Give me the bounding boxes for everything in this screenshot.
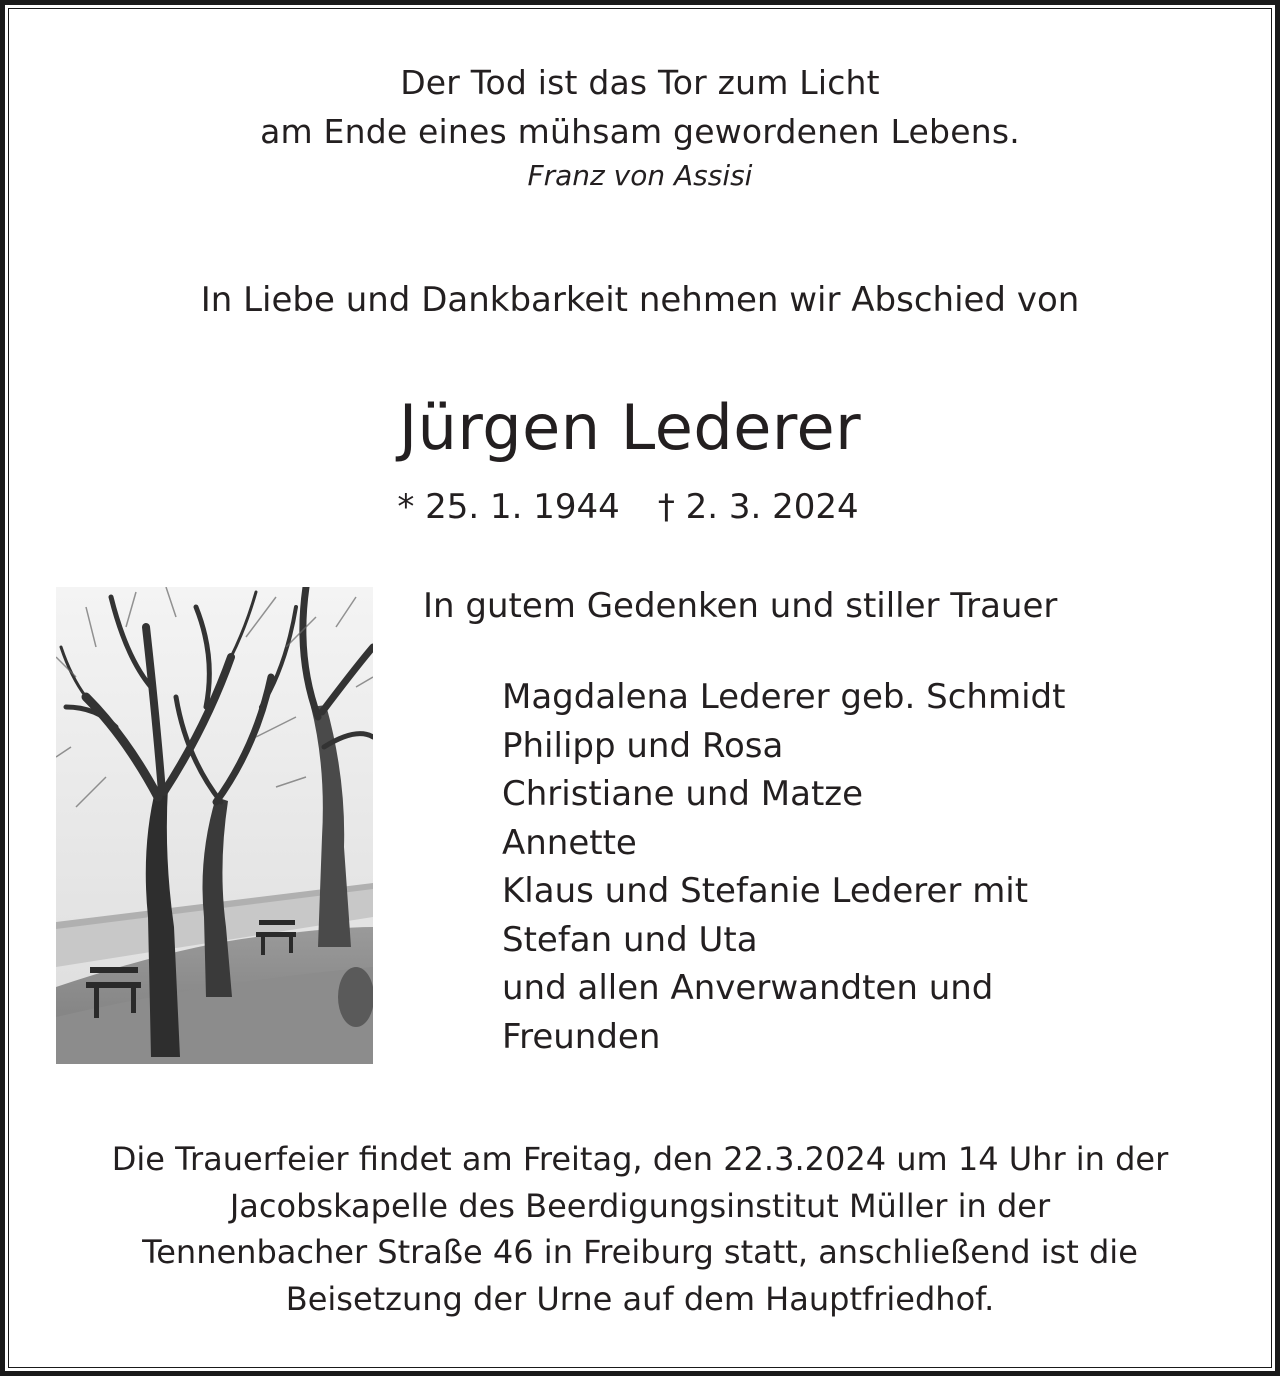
birth-date: * 25. 1. 1944 bbox=[397, 487, 620, 527]
deceased-name: Jürgen Lederer bbox=[398, 391, 862, 464]
mourner-item: Magdalena Lederer geb. Schmidt bbox=[502, 677, 1066, 717]
ceremony-line-4: Beisetzung der Urne auf dem Hauptfriedhof. bbox=[285, 1279, 995, 1318]
ceremony-info bbox=[0, 1136, 1280, 1322]
mourner-item: Stefan und Uta bbox=[502, 919, 758, 960]
trees-photo-icon bbox=[56, 587, 373, 1064]
death-date: † 2. 3. 2024 bbox=[657, 487, 859, 527]
ceremony-line-1: Die Trauerfeier findet am Freitag, den 22.3.2024 um 14 Uhr in der bbox=[111, 1140, 1169, 1178]
mourners-list bbox=[502, 673, 1065, 1061]
mourner-item: Annette bbox=[502, 822, 637, 863]
ceremony-line-2: Jacobskapelle des Beerdigungsinstitut Müller in der bbox=[229, 1186, 1051, 1225]
intro-text: In Liebe und Dankbarkeit nehmen wir Abschied von bbox=[200, 280, 1080, 320]
mourner-item: Christiane und Matze bbox=[502, 774, 864, 814]
quote-author: Franz von Assisi bbox=[527, 159, 753, 192]
mourner-item: Philipp und Rosa bbox=[502, 725, 784, 766]
mourner-item: Freunden bbox=[502, 1016, 661, 1057]
life-dates bbox=[0, 482, 1268, 532]
ceremony-line-3: Tennenbacher Straße 46 in Freiburg statt, anschließend ist die bbox=[142, 1233, 1138, 1271]
mourner-item: Klaus und Stefanie Lederer mit bbox=[502, 871, 1029, 911]
trees-photo bbox=[56, 587, 373, 1064]
mourner-item: und allen Anverwandten und bbox=[502, 968, 994, 1008]
quote bbox=[0, 58, 1280, 156]
mourning-line: In gutem Gedenken und stiller Trauer bbox=[423, 586, 1058, 626]
quote-line-2: am Ende eines mühsam gewordenen Lebens. bbox=[260, 112, 1020, 151]
quote-line-1: Der Tod ist das Tor zum Licht bbox=[400, 63, 880, 102]
